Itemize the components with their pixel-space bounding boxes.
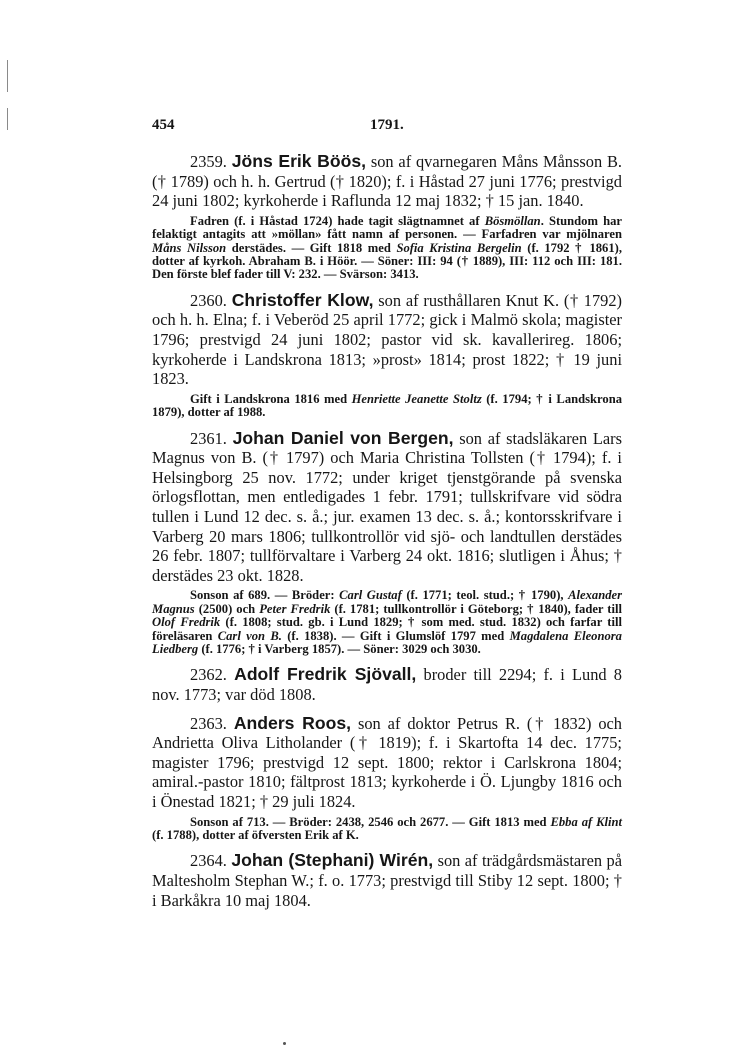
note-text: Sonson af 713. — Bröder: 2438, 2546 och 2677. — Gift 1813 med (190, 814, 551, 829)
entry-paragraph (152, 714, 622, 812)
biography-entry (152, 714, 622, 843)
note-text: Gift i Landskrona 1816 med (190, 391, 352, 406)
entry-number: 2361. (190, 428, 227, 448)
note-text: (f. 1788), dotter af öfversten Erik af K. (152, 827, 359, 842)
entry-text: son af rusthållaren Knut K. († 1792) och h. h. Elna; f. i Veberöd 25 april 1772; gick i Malmö skola; magister 1796; prestvigd 24 juni 1802; pastor vid sk. kavallerireg. 1806; kyrkoherde i Landskrona 1813; »prost» 1814; prost 1822; † 19 juni 1823. (152, 290, 622, 389)
entry-number: 2360. (190, 290, 227, 310)
entry-number: 2363. (190, 713, 227, 733)
running-head-year: 1791. (370, 117, 404, 133)
note-italic-name: Sofia Kristina Bergelin (396, 240, 522, 255)
entry-note (152, 589, 622, 656)
entry-note (152, 393, 622, 420)
entry-person-name: Christoffer Klow, (231, 289, 374, 310)
note-italic-name: Alexander Magnus (152, 588, 622, 616)
entry-paragraph (152, 152, 622, 211)
entry-person-name: Johan Daniel von Bergen, (232, 427, 454, 448)
note-text: Sonson af 689. — Bröder: (190, 588, 340, 603)
note-italic-name: Måns Nilsson (152, 240, 227, 255)
entry-text: son af qvarnegaren Måns Månsson B. († 1789) och h. h. Gertrud († 1820); f. i Håstad 27 juni 1776; prestvigd 24 juni 1802; kyrkoherde i Raflunda 12 maj 1832; † 15 jan. 1840. (152, 152, 622, 211)
note-italic-name: Ebba af Klint (550, 814, 622, 829)
print-speck (283, 1042, 286, 1045)
entry-person-name: Anders Roos, (233, 712, 352, 733)
entry-text: son af doktor Petrus R. († 1832) och Andrietta Oliva Litholander († 1819); f. i Skartofta 14 dec. 1775; magister 1796; prestvigd 12 sept. 1800; rektor i Carlskrona 1804; amiral.-pastor 1810; fältprost 1813; kyrkoherde i Ö. Ljungby 1816 och i Önestad 1821; † 29 juli 1824. (152, 713, 622, 811)
biography-entry (152, 291, 622, 420)
entry-text: broder till 2294; f. i Lund 8 nov. 1773; var död 1808. (152, 665, 622, 704)
page-edge-mark (7, 108, 8, 130)
page-edge-mark (7, 60, 8, 92)
note-text: (f. 1781; tullkontrollör i Göteborg; † 1840), fader till (330, 601, 622, 616)
entry-paragraph (152, 851, 622, 910)
note-text: (f. 1838). — Gift i Glumslöf 1797 med (281, 628, 510, 643)
entry-number: 2364. (190, 851, 227, 871)
biography-entry (152, 851, 622, 910)
note-italic-name: Henriette Jeanette Stoltz (351, 391, 482, 406)
note-italic-name: Carl von B. (217, 628, 282, 643)
entry-person-name: Jöns Erik Böös, (231, 151, 367, 171)
note-text: (2500) och (194, 601, 260, 616)
biography-entry (152, 152, 622, 282)
note-text: (f. 1808; stud. gb. i Lund 1829; † som med. stud. 1832) och farfar till föreläsaren (152, 615, 622, 643)
entry-person-name: Adolf Fredrik Sjövall, (234, 664, 417, 685)
entry-note (152, 816, 622, 843)
entry-paragraph (152, 665, 622, 704)
note-italic-name: Olof Fredrik (152, 615, 221, 630)
entry-person-name: Johan (Stephani) Wirén, (231, 850, 434, 871)
biography-entry (152, 665, 622, 704)
note-text: . Stundom har felaktigt antagits att »möllan» fått namn af personen. — Farfadren var mjölnaren (152, 213, 622, 242)
entry-text: son af stadsläkaren Lars Magnus von B. († 1797) och Maria Christina Tollsten († 1794); f. i Helsingborg 25 nov. 1772; under kriget tjenstgörande på svenska örlogsflottan, men entledigades 1 febr. 1791; tullskrifvare vid södra tullen i Lund 12 dec. s. å.; jur. examen 13 dec. s. å.; kontorsskrifvare i Varberg 20 mars 1806; tullkontrollör vid sjö- och landtullen derstädes 26 febr. 1807; tullförvaltare i Varberg 24 okt. 1816; slutligen i Åhus; † derstädes 23 okt. 1828. (152, 428, 622, 585)
note-text: (f. 1792 † 1861), dotter af kyrkoh. Abraham B. i Höör. — Söner: III: 94 († 1889), III: 112 och III: 181. Den förste blef fader till V: 232. — Svärson: 3413. (152, 240, 622, 282)
page-number: 454 (152, 117, 175, 133)
page-body (152, 152, 622, 919)
entry-number: 2359. (190, 152, 227, 171)
note-italic-name: Magdalena Eleonora Liedberg (152, 628, 622, 656)
note-text: Fadren (f. i Håstad 1724) hade tagit slägtnamnet af (190, 213, 485, 228)
entry-note (152, 215, 622, 282)
entry-paragraph (152, 429, 622, 586)
entry-text: son af trädgårdsmästaren på Maltesholm Stephan W.; f. o. 1773; prestvigd till Stiby 12 sept. 1800; † i Barkåkra 10 maj 1804. (152, 851, 622, 910)
note-text: (f. 1776; † i Varberg 1857). — Söner: 3029 och 3030. (198, 641, 481, 656)
note-italic-name: Bösmöllan (484, 213, 541, 228)
entry-paragraph (152, 291, 622, 389)
note-italic-name: Peter Fredrik (259, 601, 331, 616)
note-text: (f. 1794; † i Landskrona 1879), dotter af 1988. (152, 391, 622, 420)
entry-number: 2362. (190, 665, 227, 685)
note-italic-name: Carl Gustaf (339, 588, 402, 603)
note-text: (f. 1771; teol. stud.; † 1790), (401, 588, 569, 603)
note-text: derstädes. — Gift 1818 med (226, 240, 397, 255)
biography-entry (152, 429, 622, 657)
